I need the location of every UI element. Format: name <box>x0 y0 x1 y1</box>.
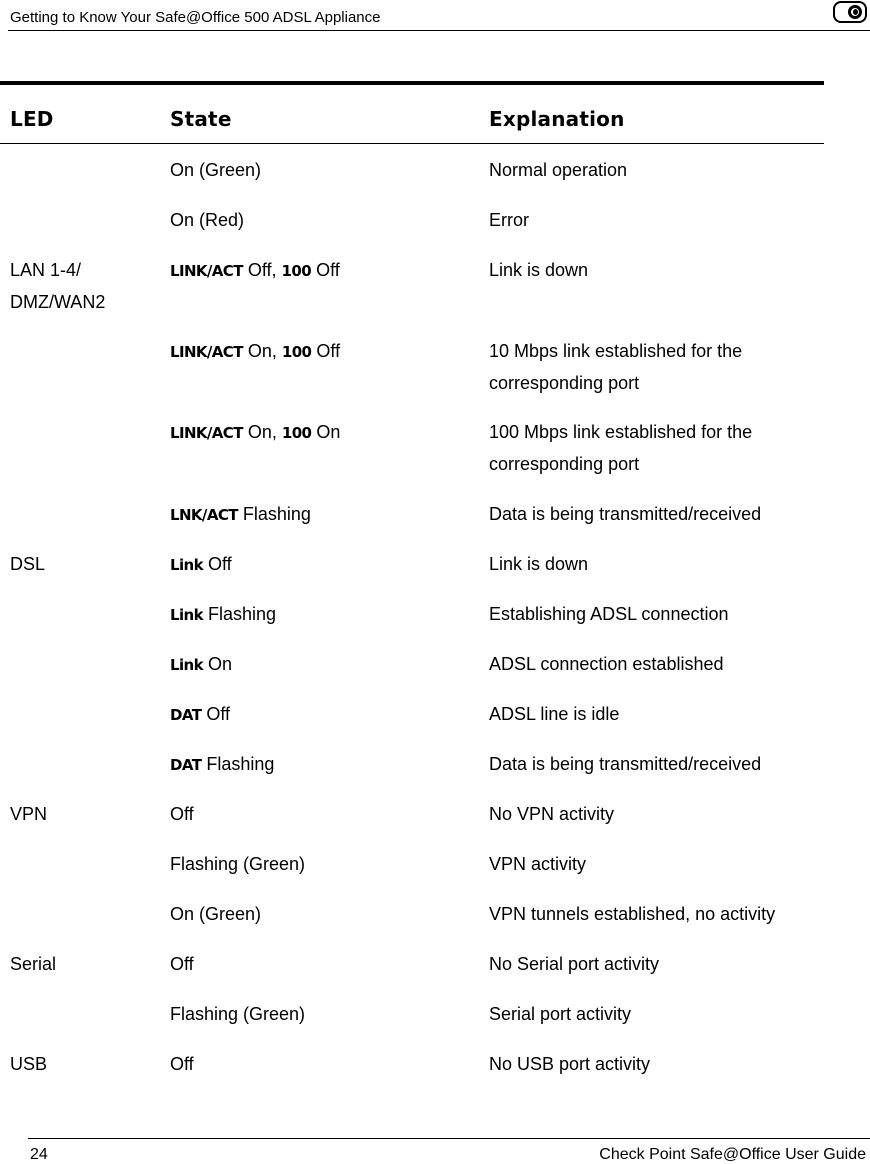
led-name: USB <box>10 1054 48 1074</box>
state-cell <box>170 748 274 781</box>
explanation-text: Normal operation <box>489 160 628 180</box>
state-text: Flashing <box>202 604 277 624</box>
explanation-text: No Serial port activity <box>489 954 660 974</box>
explanation-cell <box>489 498 761 530</box>
column-header-state: State <box>170 107 232 131</box>
explanation-text: Establishing ADSL connection <box>489 604 729 624</box>
page-number: 24 <box>30 1146 48 1163</box>
indicator-label: LINK/ACT <box>170 343 243 361</box>
led-cell <box>10 1048 47 1080</box>
state-cell <box>170 798 194 830</box>
state-text: Off <box>170 1054 194 1074</box>
state-cell <box>170 254 340 287</box>
led-name: LAN 1-4/ <box>10 260 82 280</box>
explanation-text: No USB port activity <box>489 1054 651 1074</box>
state-cell <box>170 1048 194 1080</box>
led-name-line2: DMZ/WAN2 <box>10 292 106 312</box>
explanation-text: Data is being transmitted/received <box>489 504 762 524</box>
explanation-text: 100 Mbps link established for the <box>489 422 753 442</box>
state-cell <box>170 416 340 449</box>
explanation-cell <box>489 948 659 980</box>
indicator-label: LNK/ACT <box>170 506 238 524</box>
guide-title: Check Point Safe@Office User Guide <box>599 1146 866 1163</box>
explanation-cell <box>489 1048 650 1080</box>
explanation-text: ADSL connection established <box>489 654 724 674</box>
state-text: On, <box>242 341 282 361</box>
explanation-cell <box>489 154 627 186</box>
state-text: On (Green) <box>170 160 262 180</box>
state-text: Flashing (Green) <box>170 854 306 874</box>
led-cell <box>10 548 45 580</box>
state-cell <box>170 498 311 531</box>
state-text: On <box>311 422 341 442</box>
explanation-cell <box>489 698 619 730</box>
explanation-text: ADSL line is idle <box>489 704 620 724</box>
indicator-label: 100 <box>281 343 312 361</box>
explanation-text: VPN activity <box>489 854 587 874</box>
state-text: On (Green) <box>170 904 262 924</box>
explanation-cell <box>489 848 586 880</box>
state-text: Off <box>170 954 194 974</box>
state-cell <box>170 204 244 236</box>
state-cell <box>170 848 305 880</box>
state-text: Off, <box>242 260 282 280</box>
state-cell <box>170 648 232 681</box>
state-cell <box>170 698 230 731</box>
state-text: On <box>202 654 232 674</box>
state-text: Off <box>170 804 194 824</box>
explanation-cell <box>489 648 723 680</box>
explanation-cell <box>489 998 631 1030</box>
led-name: DSL <box>10 554 46 574</box>
state-text: Flashing <box>237 504 311 524</box>
state-cell <box>170 948 194 980</box>
explanation-cell <box>489 548 588 580</box>
explanation-cell <box>489 748 761 780</box>
state-text: Off <box>311 341 341 361</box>
explanation-cell <box>489 335 742 399</box>
indicator-label: LINK/ACT <box>170 262 243 280</box>
indicator-label: 100 <box>281 424 312 442</box>
state-text: On (Red) <box>170 210 245 230</box>
led-cell <box>10 798 47 830</box>
state-cell <box>170 154 261 186</box>
state-text: Flashing <box>201 754 275 774</box>
indicator-label: Link <box>170 606 203 624</box>
indicator-label: DAT <box>170 706 202 724</box>
led-cell <box>10 948 56 980</box>
explanation-text: Error <box>489 210 529 230</box>
state-cell <box>170 598 276 631</box>
state-text: On, <box>242 422 282 442</box>
explanation-cell <box>489 204 529 236</box>
indicator-label: Link <box>170 556 203 574</box>
explanation-text: No VPN activity <box>489 804 615 824</box>
explanation-cell <box>489 254 588 286</box>
state-cell <box>170 335 340 368</box>
state-text: Off <box>311 260 340 280</box>
state-text: Flashing (Green) <box>170 1004 306 1024</box>
explanation-text: VPN tunnels established, no activity <box>489 904 776 924</box>
state-text: Off <box>201 704 231 724</box>
explanation-text-line2: corresponding port <box>489 373 640 393</box>
state-cell <box>170 548 232 581</box>
indicator-label: 100 <box>281 262 312 280</box>
explanation-text: Link is down <box>489 260 589 280</box>
indicator-label: Link <box>170 656 203 674</box>
explanation-text: Link is down <box>489 554 589 574</box>
explanation-cell <box>489 798 614 830</box>
led-name: Serial <box>10 954 57 974</box>
state-text: Off <box>202 554 232 574</box>
led-cell <box>10 254 105 318</box>
explanation-text: Serial port activity <box>489 1004 632 1024</box>
led-name: VPN <box>10 804 48 824</box>
state-cell <box>170 898 261 930</box>
explanation-text-line2: corresponding port <box>489 454 640 474</box>
indicator-label: LINK/ACT <box>170 424 243 442</box>
explanation-text: 10 Mbps link established for the <box>489 341 743 361</box>
indicator-label: DAT <box>170 756 202 774</box>
explanation-cell <box>489 416 752 480</box>
running-header: Getting to Know Your Safe@Office 500 ADSL Appliance <box>10 9 381 26</box>
explanation-cell <box>489 898 775 930</box>
explanation-text: Data is being transmitted/received <box>489 754 762 774</box>
column-header-explanation: Explanation <box>489 107 625 131</box>
column-header-led: LED <box>10 107 54 131</box>
explanation-cell <box>489 598 728 630</box>
state-cell <box>170 998 305 1030</box>
footer-rule <box>28 1138 870 1139</box>
